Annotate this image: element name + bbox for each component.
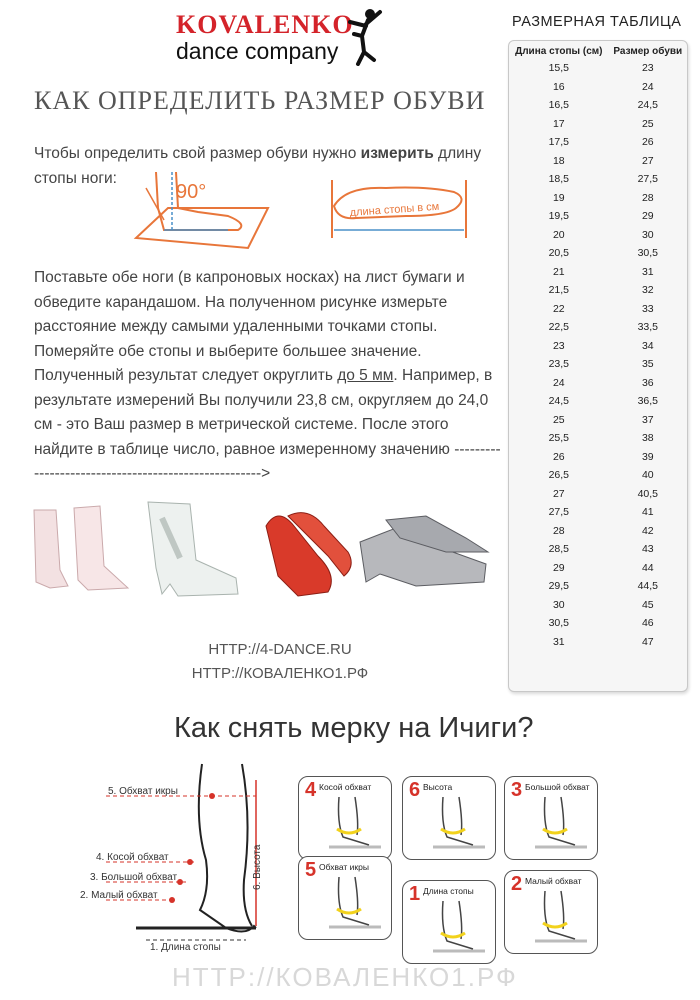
cell-foot-length: 26	[552, 450, 565, 463]
size-table-heading: РАЗМЕРНАЯ ТАБЛИЦА	[512, 14, 682, 30]
table-row	[509, 411, 687, 430]
cell-shoe-size: 28	[641, 191, 654, 204]
leg-sketch-icon	[299, 857, 391, 939]
cell-foot-length: 22,5	[548, 321, 570, 334]
cell-shoe-size: 29	[641, 210, 654, 223]
cell-foot-length: 24,5	[548, 395, 570, 408]
cell-foot-length: 19	[552, 191, 565, 204]
page-title: КАК ОПРЕДЕЛИТЬ РАЗМЕР ОБУВИ	[34, 86, 486, 115]
cell-shoe-size: 47	[641, 635, 654, 648]
table-row	[509, 374, 687, 393]
cell-shoe-size: 39	[641, 450, 654, 463]
table-row	[509, 559, 687, 578]
label-small: 2. Малый обхват	[80, 890, 158, 901]
cell-shoe-size: 36,5	[637, 395, 659, 408]
cell-shoe-size: 43	[641, 543, 654, 556]
cell-foot-length: 17	[552, 117, 565, 130]
table-row	[509, 59, 687, 78]
cell-foot-length: 19,5	[548, 210, 570, 223]
cell-shoe-size: 35	[641, 358, 654, 371]
cell-shoe-size: 41	[641, 506, 654, 519]
cell-foot-length: 21,5	[548, 284, 570, 297]
foot-length-diagram	[326, 176, 476, 246]
panel-label: Длина стопы	[423, 886, 474, 896]
panel-label: Высота	[423, 782, 453, 792]
label-calf: 5. Обхват икры	[108, 786, 178, 797]
intro-bold: измерить	[360, 145, 434, 162]
table-row	[509, 115, 687, 134]
col-header-foot-length: Длина стопы (см)	[515, 46, 603, 57]
table-row	[509, 614, 687, 633]
cell-shoe-size: 44,5	[637, 580, 659, 593]
cell-shoe-size: 33	[641, 302, 654, 315]
measure-panel	[402, 880, 496, 964]
table-row	[509, 207, 687, 226]
col-header-shoe-size: Размер обуви	[613, 46, 683, 57]
logo-tagline: dance company	[176, 38, 339, 64]
cell-shoe-size: 34	[641, 339, 654, 352]
size-table	[508, 40, 688, 692]
cell-foot-length: 17,5	[548, 136, 570, 149]
cell-shoe-size: 37	[641, 413, 654, 426]
cell-foot-length: 20	[552, 228, 565, 241]
cell-shoe-size: 33,5	[637, 321, 659, 334]
foot-length-label: длина стопы в см	[349, 200, 440, 219]
leg-sketch-icon	[505, 871, 597, 953]
cell-shoe-size: 30,5	[637, 247, 659, 260]
table-row	[509, 152, 687, 171]
table-row	[509, 96, 687, 115]
cell-foot-length: 20,5	[548, 247, 570, 260]
panel-number: 3	[511, 779, 523, 801]
table-row	[509, 448, 687, 467]
table-row	[509, 429, 687, 448]
cell-shoe-size: 24	[641, 80, 654, 93]
cell-foot-length: 18	[552, 154, 565, 167]
leg-sketch-icon	[403, 881, 495, 963]
cell-foot-length: 27	[552, 487, 565, 500]
cell-foot-length: 16,5	[548, 99, 570, 112]
instructions-underline: до 5 мм	[337, 367, 394, 384]
label-height: 6. Высота	[252, 844, 263, 890]
cell-foot-length: 22	[552, 302, 565, 315]
red-shoes-photo	[258, 496, 358, 608]
leg-sketch-icon	[505, 777, 597, 859]
table-row	[509, 189, 687, 208]
cell-foot-length: 28	[552, 524, 565, 537]
white-boots-photo	[28, 500, 134, 600]
table-row	[509, 522, 687, 541]
table-row	[509, 485, 687, 504]
silver-shoes-photo	[356, 512, 492, 596]
table-row	[509, 318, 687, 337]
cell-shoe-size: 30	[641, 228, 654, 241]
white-boot-photo	[138, 498, 246, 606]
cell-foot-length: 31	[552, 635, 565, 648]
panel-number: 4	[305, 779, 317, 801]
cell-shoe-size: 44	[641, 561, 654, 574]
table-row	[509, 392, 687, 411]
measure-panel	[298, 856, 392, 940]
table-row	[509, 540, 687, 559]
cell-foot-length: 30	[552, 598, 565, 611]
table-row	[509, 170, 687, 189]
cell-shoe-size: 23	[641, 62, 654, 75]
cell-shoe-size: 45	[641, 598, 654, 611]
cell-foot-length: 23	[552, 339, 565, 352]
cell-shoe-size: 42	[641, 524, 654, 537]
table-row	[509, 78, 687, 97]
instructions-text	[34, 266, 504, 487]
instructions-part2: . Например, в результате измерений Вы получили 23,8 см, округляем до 24,0 см - это Ваш размер в метрической системе. После этого найдите в таблице число, равное измеренному значению ----------------------------------------------------->	[34, 367, 501, 482]
logo-brand: KOVALENKO	[176, 10, 354, 39]
instructions-part1: Поставьте обе ноги (в капроновых носках) на лист бумаги и обведите карандашом. На полученном рисунке измерьте расстояние между самыми удаленными точками стопы. Померяйте обе стопы и выберите большее значение. Полученный результат следует округлить	[34, 269, 465, 384]
cell-shoe-size: 32	[641, 284, 654, 297]
measure-panel	[504, 870, 598, 954]
panel-number: 1	[409, 883, 421, 905]
panel-number: 6	[409, 779, 421, 801]
table-row	[509, 596, 687, 615]
cell-foot-length: 18,5	[548, 173, 570, 186]
table-row	[509, 300, 687, 319]
cell-shoe-size: 25	[641, 117, 654, 130]
table-row	[509, 355, 687, 374]
intro-before: Чтобы определить свой размер обуви нужно	[34, 145, 361, 162]
cell-shoe-size: 38	[641, 432, 654, 445]
label-big: 3. Большой обхват	[90, 872, 178, 883]
cell-shoe-size: 40,5	[637, 487, 659, 500]
cell-foot-length: 29	[552, 561, 565, 574]
cell-foot-length: 16	[552, 80, 565, 93]
url-4dance[interactable]: HTTP://4-DANCE.RU	[208, 641, 352, 658]
label-length: 1. Длина стопы	[150, 942, 221, 953]
table-row	[509, 337, 687, 356]
table-row	[509, 633, 687, 652]
cell-foot-length: 24	[552, 376, 565, 389]
cell-shoe-size: 24,5	[637, 99, 659, 112]
table-row	[509, 577, 687, 596]
cell-foot-length: 30,5	[548, 617, 570, 630]
cell-foot-length: 23,5	[548, 358, 570, 371]
leg-sketch-icon	[299, 777, 391, 859]
cell-foot-length: 25	[552, 413, 565, 426]
dancer-logo-icon	[340, 4, 386, 66]
intro-after: длину стопы ноги:	[34, 145, 482, 187]
foot-angle-diagram	[128, 168, 278, 258]
label-oblique: 4. Косой обхват	[96, 852, 169, 863]
measure-panel	[298, 776, 392, 860]
table-row	[509, 133, 687, 152]
url-kovalenko[interactable]: HTTP://КОВАЛЕНКО1.РФ	[191, 665, 369, 682]
table-row	[509, 281, 687, 300]
url-block	[180, 638, 380, 686]
measure-panel	[402, 776, 496, 860]
panel-number: 2	[511, 873, 523, 895]
panel-label: Малый обхват	[525, 876, 582, 886]
angle-label: 90°	[176, 181, 207, 203]
cell-shoe-size: 27,5	[637, 173, 659, 186]
cell-foot-length: 28,5	[548, 543, 570, 556]
cell-foot-length: 27,5	[548, 506, 570, 519]
table-row	[509, 263, 687, 282]
cell-foot-length: 29,5	[548, 580, 570, 593]
cell-shoe-size: 31	[641, 265, 654, 278]
panel-label: Косой обхват	[319, 782, 372, 792]
cell-foot-length: 15,5	[548, 62, 570, 75]
cell-shoe-size: 27	[641, 154, 654, 167]
cell-foot-length: 26,5	[548, 469, 570, 482]
table-row	[509, 226, 687, 245]
panel-label: Большой обхват	[525, 782, 590, 792]
table-row	[509, 503, 687, 522]
section2-title: Как снять мерку на Ичиги?	[174, 712, 534, 744]
measure-panel	[504, 776, 598, 860]
cell-shoe-size: 26	[641, 136, 654, 149]
panel-label: Обхват икры	[319, 862, 369, 872]
table-row	[509, 244, 687, 263]
footer-url[interactable]: HTTP://КОВАЛЕНКО1.РФ	[172, 962, 518, 992]
cell-shoe-size: 40	[641, 469, 654, 482]
cell-foot-length: 21	[552, 265, 565, 278]
cell-foot-length: 25,5	[548, 432, 570, 445]
leg-sketch-icon	[403, 777, 495, 859]
cell-shoe-size: 36	[641, 376, 654, 389]
cell-shoe-size: 46	[641, 617, 654, 630]
panel-number: 5	[305, 859, 317, 881]
table-row	[509, 466, 687, 485]
